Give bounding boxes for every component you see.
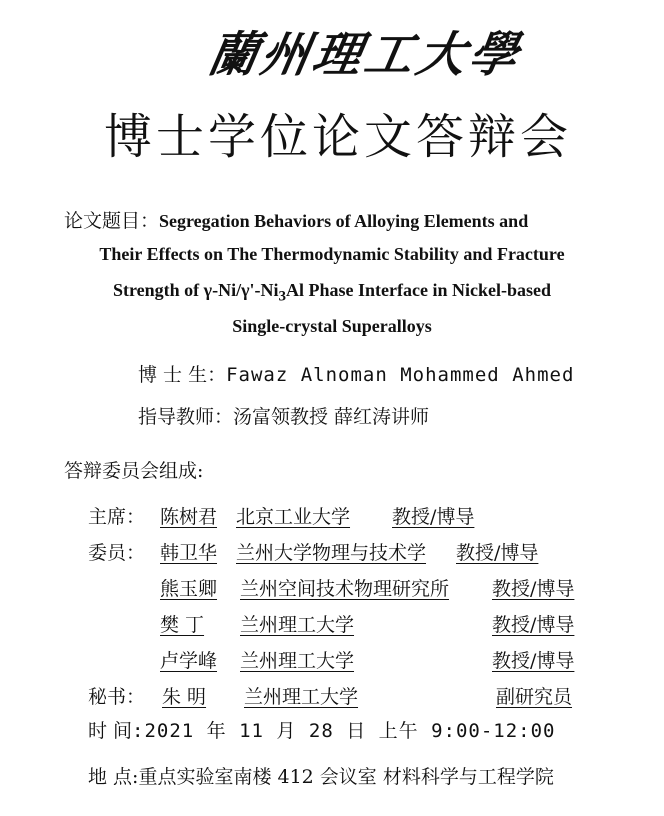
member-org: 兰州理工大学 <box>240 614 355 636</box>
thesis-title-part-2: Their Effects on The Thermodynamic Stability and Fracture <box>99 244 565 264</box>
thesis-line-1 <box>64 206 528 233</box>
place-value: :重点实验室南楼 412 会议室 材料科学与工程学院 <box>132 766 554 788</box>
member-name: 熊玉卿 <box>160 578 218 600</box>
member-title: 教授/博导 <box>456 542 539 564</box>
page-title: 博士学位论文答辩会 <box>104 109 573 165</box>
member-org: 兰州大学物理与技术学 <box>236 542 427 564</box>
member-name: 卢学峰 <box>160 650 218 672</box>
thesis-label: 论文题目： <box>64 210 160 232</box>
member-title: 教授/博导 <box>492 650 575 672</box>
supervisor-names: 汤富领教授 薛红涛讲师 <box>233 406 430 428</box>
member-org: 兰州理工大学 <box>244 686 359 708</box>
member-name: 朱 明 <box>162 686 207 708</box>
candidate-label: 博 士 生： <box>138 364 227 386</box>
chair-label: 主席： <box>88 506 146 528</box>
member-org: 兰州空间技术物理研究所 <box>240 578 450 600</box>
time-label: 时 间 <box>88 720 133 742</box>
secretary-label: 秘书： <box>88 686 146 708</box>
member-org: 北京工业大学 <box>236 506 351 528</box>
member-name: 樊 丁 <box>160 614 205 636</box>
thesis-title-part-3a: Strength of γ-Ni/γ'-Ni <box>113 280 279 300</box>
members-label: 委员： <box>88 542 146 564</box>
member-title: 教授/博导 <box>492 578 575 600</box>
thesis-title-part-1: Segregation Behaviors of Alloying Elements and <box>159 211 529 231</box>
supervisor-label: 指导教师： <box>138 406 234 428</box>
university-logo: 蘭州理工大學 <box>204 27 527 83</box>
place-row <box>88 762 554 789</box>
member-name: 陈树君 <box>160 506 218 528</box>
member-org: 兰州理工大学 <box>240 650 355 672</box>
candidate-name: Fawaz Alnoman Mohammed Ahmed <box>226 364 575 386</box>
thesis-title-part-3b: Al Phase Interface in Nickel-based <box>286 280 551 300</box>
place-label: 地 点 <box>88 766 133 788</box>
thesis-subscript: 3 <box>278 288 286 305</box>
supervisor-row <box>138 402 429 429</box>
member-name: 韩卫华 <box>160 542 218 564</box>
time-value: :2021 年 11 月 28 日 上午 9:00-12:00 <box>132 720 556 742</box>
time-row <box>88 716 555 743</box>
member-title: 副研究员 <box>496 686 573 708</box>
thesis-title-part-3 <box>0 280 664 306</box>
member-title: 教授/博导 <box>492 614 575 636</box>
thesis-title-part-4: Single-crystal Superalloys <box>232 316 432 336</box>
candidate-row <box>138 360 574 387</box>
committee-heading: 答辩委员会组成: <box>64 460 204 482</box>
member-title: 教授/博导 <box>392 506 475 528</box>
